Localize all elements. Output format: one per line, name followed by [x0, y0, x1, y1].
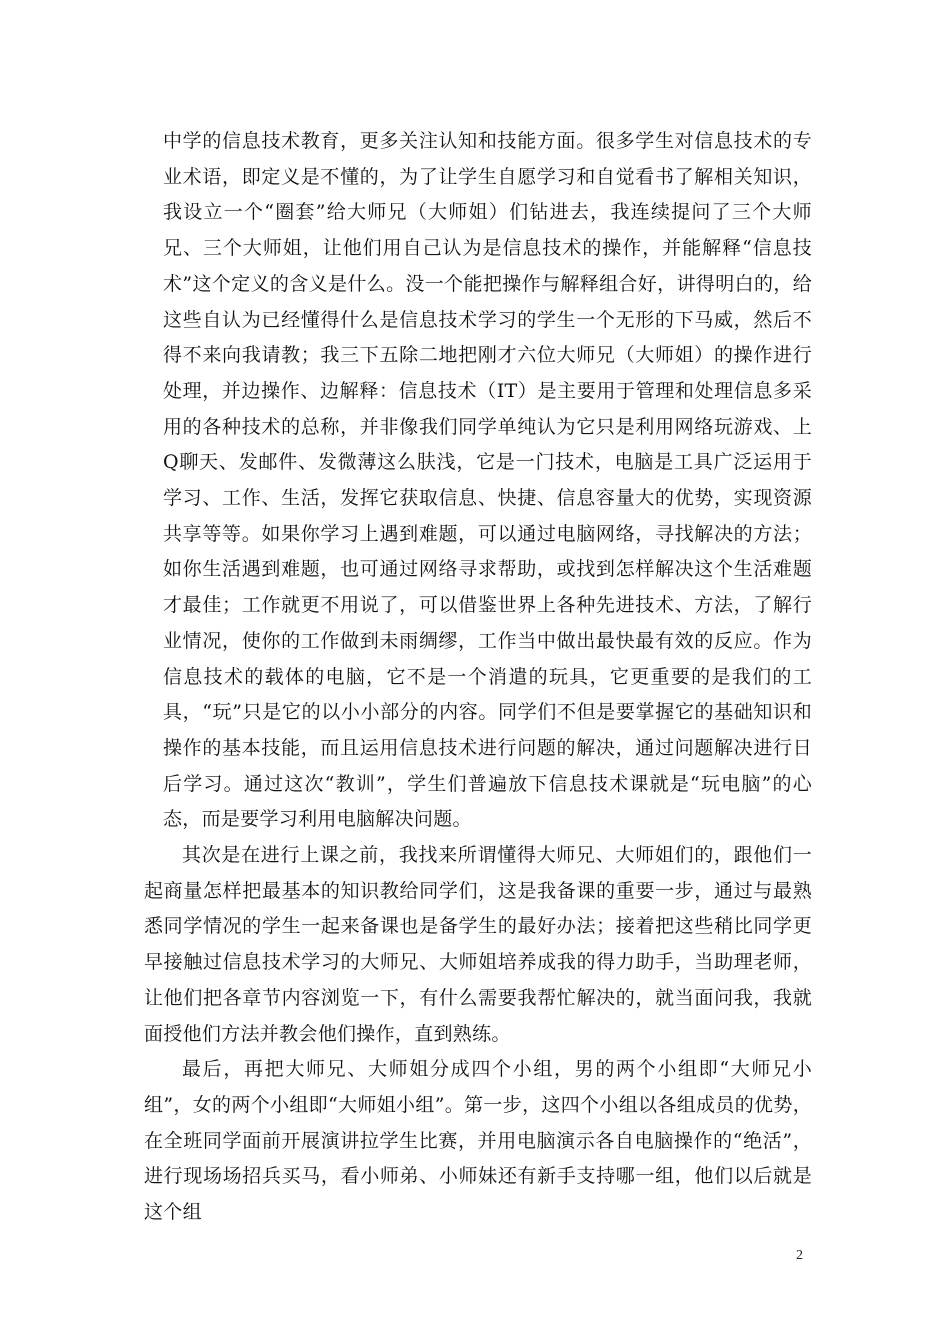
paragraph-3: 最后，再把大师兄、大师姐分成四个小组，男的两个小组即“大师兄小组”，女的两个小组即“大师姐小组”。第一步，这四个小组以各组成员的优势，在全班同学面前开展演讲拉学生比赛，并用电脑演示各自电脑操作的“绝活”，进行现场场招兵买马，看小师弟、小师妹还有新手支持哪一组，他们以后就是这个组 — [144, 1058, 812, 1224]
paragraph-2: 其次是在进行上课之前，我找来所谓懂得大师兄、大师姐们的，跟他们一起商量怎样把最基本的知识教给同学们，这是我备课的重要一步，通过与最熟悉同学情况的学生一起来备课也是备学生的最好办法；接着把这些稍比同学更早接触过信息技术学习的大师兄、大师姐培养成我的得力助手，当助理老师，让他们把各章节内容浏览一下，有什么需要我帮忙解决的，就当面问我，我就面授他们方法并教会他们操作，直到熟练。 — [144, 844, 812, 1045]
page-number: 2 — [796, 1248, 803, 1263]
body-text — [144, 124, 812, 1231]
paragraph-1: 中学的信息技术教育，更多关注认知和技能方面。很多学生对信息技术的专业术语，即定义是不懂的，为了让学生自愿学习和自觉看书了解相关知识，我设立一个“圈套”给大师兄（大师姐）们钻进去，我连续提问了三个大师兄、三个大师姐，让他们用自己认为是信息技术的操作，并能解释“信息技术”这个定义的含义是什么。没一个能把操作与解释组合好，讲得明白的，给这些自认为已经懂得什么是信息技术学习的学生一个无形的下马威，然后不得不来向我请教；我三下五除二地把刚才六位大师兄（大师姐）的操作进行处理，并边操作、边解释：信息技术（IT）是主要用于管理和处理信息多采用的各种技术的总称，并非像我们同学单纯认为它只是利用网络玩游戏、上Q聊天、发邮件、发微薄这么肤浅，它是一门技术，电脑是工具广泛运用于学习、工作、生活，发挥它获取信息、快捷、信息容量大的优势，实现资源共享等等。如果你学习上遇到难题，可以通过电脑网络，寻找解决的方法；如你生活遇到难题，也可通过网络寻求帮助，或找到怎样解决这个生活难题才最佳；工作就更不用说了，可以借鉴世界上各种先进技术、方法，了解行业情况，使你的工作做到未雨绸缪，工作当中做出最快最有效的反应。作为信息技术的载体的电脑，它不是一个消遣的玩具，它更重要的是我们的工具，“玩”只是它的以小小部分的内容。同学们不但是要掌握它的基础知识和操作的基本技能，而且运用信息技术进行问题的解决，通过问题解决进行日后学习。通过这次“教训”，学生们普遍放下信息技术课就是“玩电脑”的心态，而是要学习利用电脑解决问题。 — [163, 130, 812, 831]
